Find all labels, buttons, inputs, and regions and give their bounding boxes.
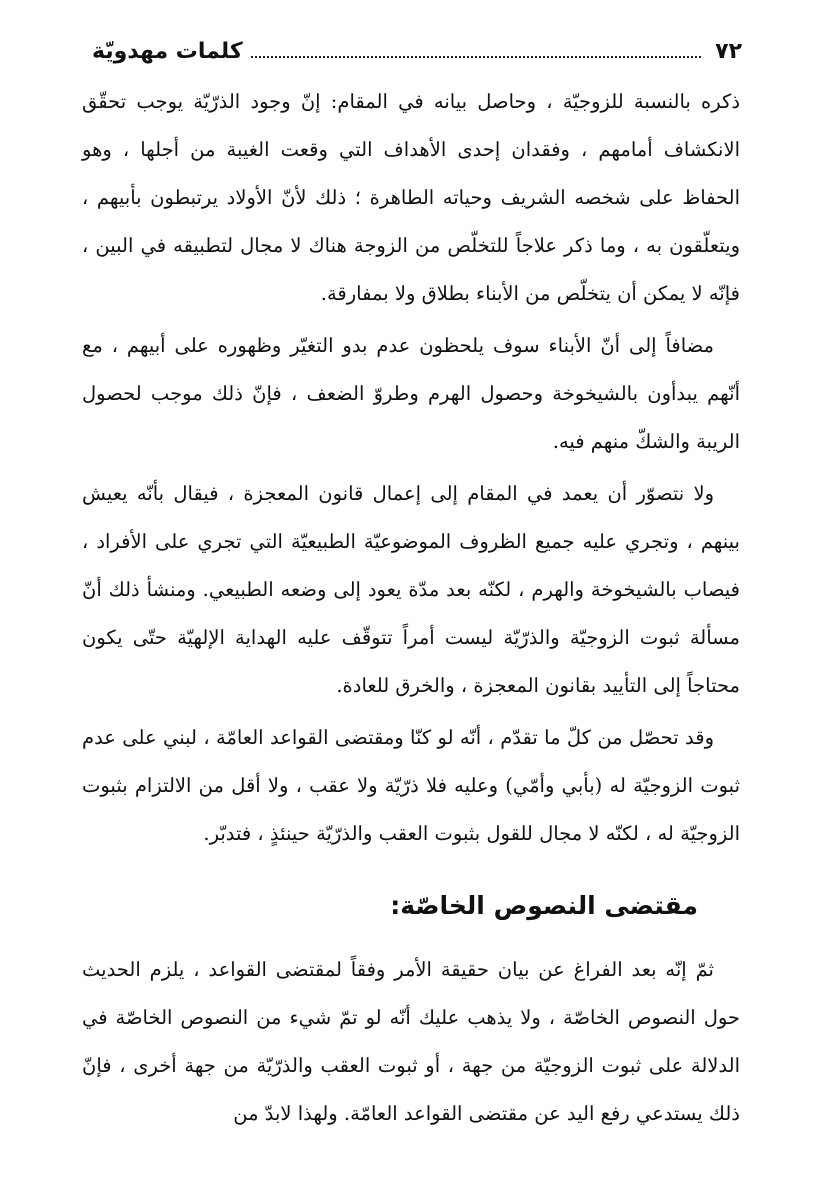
running-book-title: كلمات مهدويّة xyxy=(92,39,243,64)
running-header xyxy=(92,22,742,66)
section-paragraph: ثمّ إنّه بعد الفراغ عن بيان حقيقة الأمر وفقاً لمقتضى القواعد ، يلزم الحديث حول النصوص الخاصّة ، ولا يذهب عليك أنّه لو تمّ شيء من النصوص الخاصّة في الدلالة على ثبوت الزوجيّة من جهة ، أو ثبوت العقب والذرّيّة من جهة أخرى ، فإنّ ذلك يستدعي رفع اليد عن مقتضى القواعد العامّة. ولهذا لابدّ من xyxy=(82,958,740,1125)
body-text xyxy=(82,78,740,1138)
paragraph-2: مضافاً إلى أنّ الأبناء سوف يلحظون عدم بدو التغيّر وظهوره على أبيهم ، مع أنّهم يبدأون بالشيخوخة وحصول الهرم وطروّ الضعف ، فإنّ ذلك موجب لحصول الريبة والشكّ منهم فيه. xyxy=(82,334,740,453)
paragraph-4: وقد تحصّل من كلّ ما تقدّم ، أنّه لو كنّا ومقتضى القواعد العامّة ، لبني على عدم ثبوت الزوجيّة له (بأبي وأمّي) وعليه فلا ذرّيّة ولا عقب ، ولا أقل من الالتزام بثبوت الزوجيّة له ، لكنّه لا مجال للقول بثبوت العقب والذرّيّة حينئذٍ ، فتدبّر. xyxy=(82,726,740,845)
dotted-leader xyxy=(251,55,701,58)
page-number: ٧٢ xyxy=(715,39,742,64)
section-heading: مقتضى النصوص الخاصّة: xyxy=(390,891,698,920)
paragraph-1: ذكره بالنسبة للزوجيّة ، وحاصل بيانه في المقام: إنّ وجود الذرّيّة يوجب تحقّق الانكشاف أمامهم ، وفقدان إحدى الأهداف التي وقعت الغيبة من أجلها ، وهو الحفاظ على شخصه الشريف وحياته الطاهرة ؛ ذلك لأنّ الأولاد يرتبطون بأبيهم ، ويتعلّقون به ، وما ذكر علاجاً للتخلّص من الزوجة هناك لا مجال لتطبيقه في البين ، فإنّه لا يمكن أن يتخلّص من الأبناء بطلاق ولا بمفارقة. xyxy=(82,90,740,305)
paragraph-3: ولا نتصوّر أن يعمد في المقام إلى إعمال قانون المعجزة ، فيقال بأنّه يعيش بينهم ، وتجري عليه جميع الظروف الموضوعيّة الطبيعيّة التي تجري على الأفراد ، فيصاب بالشيخوخة والهرم ، لكنّه بعد مدّة يعود إلى وضعه الطبيعي. ومنشأ ذلك أنّ مسألة ثبوت الزوجيّة والذرّيّة ليست أمراً تتوقّف عليه الهداية الإلهيّة حتّى يكون محتاجاً إلى التأييد بقانون المعجزة ، والخرق للعادة. xyxy=(82,482,740,697)
